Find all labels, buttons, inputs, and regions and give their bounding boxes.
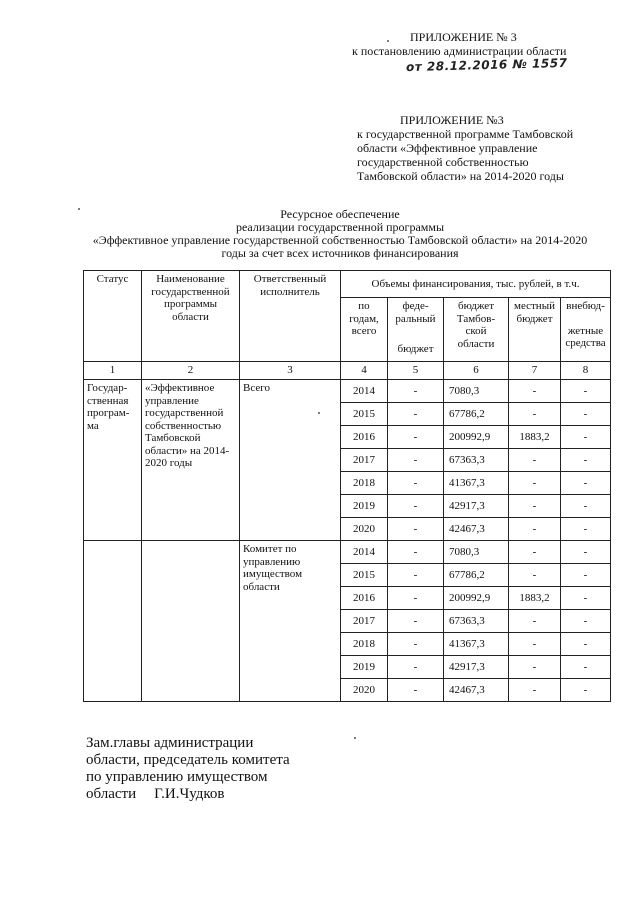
title-line-2: реализации государственной программы [235, 220, 445, 234]
appendix2-line-2: области «Эффективное управление [357, 141, 538, 155]
header-total-by-years: по годам, всего [341, 298, 388, 362]
federal-cell: - [388, 449, 444, 472]
col-num-8: 8 [561, 362, 611, 380]
header-federal-top: феде-ральный [395, 300, 436, 325]
header-regional: бюджет Тамбов-ской области [444, 298, 509, 362]
regional-cell: 41367,3 [444, 633, 509, 656]
regional-cell: 42917,3 [444, 656, 509, 679]
header-executor: Ответственный исполнитель [240, 271, 341, 362]
header-federal-bottom: бюджет [397, 343, 434, 355]
title-line-1: Ресурсное обеспечение [280, 207, 400, 221]
scan-speck [318, 412, 320, 414]
header-offbudget-bottom: жетные средства [565, 324, 606, 349]
offbudget-cell: - [561, 518, 611, 541]
table-row [84, 541, 611, 564]
federal-cell: - [388, 633, 444, 656]
local-cell: - [509, 564, 561, 587]
offbudget-cell: - [561, 679, 611, 702]
year-cell: 2014 [341, 380, 388, 403]
offbudget-cell: - [561, 495, 611, 518]
local-cell: - [509, 403, 561, 426]
local-cell: - [509, 656, 561, 679]
offbudget-cell: - [561, 449, 611, 472]
offbudget-cell: - [561, 656, 611, 679]
status-cell: Государ-ственная програм-ма [84, 380, 142, 541]
scan-speck [387, 40, 389, 42]
federal-cell: - [388, 426, 444, 449]
year-cell: 2014 [341, 541, 388, 564]
offbudget-cell: - [561, 541, 611, 564]
scan-speck [354, 737, 356, 739]
program-name-cell: «Эффективное управление государственной собственностью Тамбовской области» на 2014-2020 годы [142, 380, 240, 541]
federal-cell: - [388, 541, 444, 564]
col-num-3: 3 [240, 362, 341, 380]
appendix2-title: ПРИЛОЖЕНИЕ №3 [400, 113, 504, 127]
offbudget-cell: - [561, 587, 611, 610]
header-offbudget [561, 298, 611, 362]
local-cell: - [509, 472, 561, 495]
scan-speck [78, 208, 80, 210]
appendix2-line-3: государственной собственностью [357, 155, 529, 169]
header-program-name: Наименование государственной программы области [142, 271, 240, 362]
header-status: Статус [84, 271, 142, 362]
col-num-6: 6 [444, 362, 509, 380]
federal-cell: - [388, 656, 444, 679]
year-cell: 2018 [341, 472, 388, 495]
federal-cell: - [388, 472, 444, 495]
local-cell: - [509, 679, 561, 702]
year-cell: 2017 [341, 610, 388, 633]
regional-cell: 67363,3 [444, 449, 509, 472]
signature-line-1: Зам.главы администрации [86, 735, 254, 751]
federal-cell: - [388, 518, 444, 541]
regional-cell: 42917,3 [444, 495, 509, 518]
federal-cell: - [388, 380, 444, 403]
column-number-row [84, 362, 611, 380]
federal-cell: - [388, 403, 444, 426]
regional-cell: 200992,9 [444, 587, 509, 610]
resource-table [83, 270, 611, 702]
local-cell: - [509, 610, 561, 633]
program-name-cell [142, 541, 240, 702]
appendix2-line-1: к государственной программе Тамбовской [357, 127, 574, 141]
offbudget-cell: - [561, 610, 611, 633]
col-num-1: 1 [84, 362, 142, 380]
header-funding-group: Объемы финансирования, тыс. рублей, в т.ч. [341, 271, 611, 298]
regional-cell: 41367,3 [444, 472, 509, 495]
year-cell: 2020 [341, 679, 388, 702]
signature-last-prefix: области [86, 786, 137, 802]
header-offbudget-top: внебюд- [566, 300, 605, 312]
col-num-4: 4 [341, 362, 388, 380]
year-cell: 2016 [341, 426, 388, 449]
status-cell [84, 541, 142, 702]
year-cell: 2015 [341, 564, 388, 587]
year-cell: 2016 [341, 587, 388, 610]
appendix1-title: ПРИЛОЖЕНИЕ № 3 [410, 30, 517, 44]
year-cell: 2017 [341, 449, 388, 472]
header-row-1 [84, 271, 611, 298]
signature-line-2: области, председатель комитета [86, 752, 290, 768]
offbudget-cell: - [561, 564, 611, 587]
appendix1-subtitle: к постановлению администрации области [352, 44, 567, 58]
header-federal [388, 298, 444, 362]
offbudget-cell: - [561, 380, 611, 403]
appendix2-line-4: Тамбовской области» на 2014-2020 годы [357, 169, 564, 183]
offbudget-cell: - [561, 403, 611, 426]
local-cell: - [509, 633, 561, 656]
regional-cell: 7080,3 [444, 541, 509, 564]
signature-line-3: по управлению имуществом [86, 769, 268, 785]
local-cell: - [509, 380, 561, 403]
regional-cell: 42467,3 [444, 679, 509, 702]
federal-cell: - [388, 679, 444, 702]
executor-cell: Всего [240, 380, 341, 541]
offbudget-cell: - [561, 426, 611, 449]
signatory-name: Г.И.Чудков [154, 786, 225, 802]
year-cell: 2015 [341, 403, 388, 426]
regional-cell: 67786,2 [444, 564, 509, 587]
local-cell: - [509, 495, 561, 518]
col-num-5: 5 [388, 362, 444, 380]
regional-cell: 200992,9 [444, 426, 509, 449]
title-line-3: «Эффективное управление государственной собственностью Тамбовской области» на 2014-2020 [92, 233, 588, 247]
offbudget-cell: - [561, 633, 611, 656]
federal-cell: - [388, 610, 444, 633]
offbudget-cell: - [561, 472, 611, 495]
federal-cell: - [388, 587, 444, 610]
executor-cell: Комитет по управлению имуществом области [240, 541, 341, 702]
regional-cell: 7080,3 [444, 380, 509, 403]
local-cell: - [509, 518, 561, 541]
year-cell: 2018 [341, 633, 388, 656]
local-cell: - [509, 541, 561, 564]
handwritten-date-number: от 28.12.2016 № 1557 [405, 55, 568, 75]
title-line-4: годы за счет всех источников финансирования [221, 246, 459, 260]
col-num-2: 2 [142, 362, 240, 380]
signature-line-4 [86, 786, 225, 803]
federal-cell: - [388, 564, 444, 587]
regional-cell: 67786,2 [444, 403, 509, 426]
local-cell: - [509, 449, 561, 472]
header-local: местный бюджет [509, 298, 561, 362]
federal-cell: - [388, 495, 444, 518]
table-row [84, 380, 611, 403]
local-cell: 1883,2 [509, 426, 561, 449]
year-cell: 2019 [341, 656, 388, 679]
regional-cell: 67363,3 [444, 610, 509, 633]
col-num-7: 7 [509, 362, 561, 380]
local-cell: 1883,2 [509, 587, 561, 610]
year-cell: 2019 [341, 495, 388, 518]
regional-cell: 42467,3 [444, 518, 509, 541]
year-cell: 2020 [341, 518, 388, 541]
